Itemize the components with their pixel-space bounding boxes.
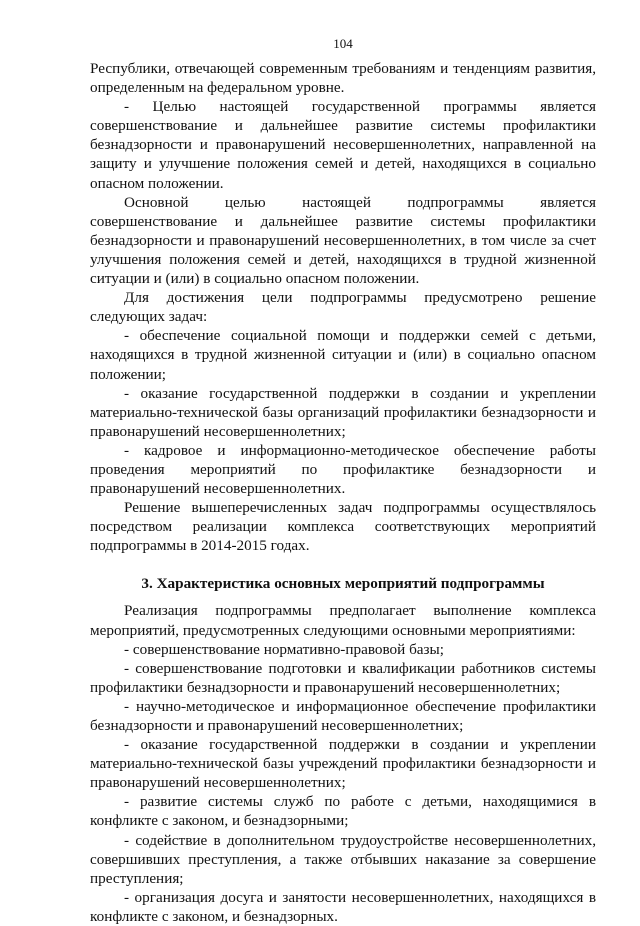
- paragraphs-bottom: [90, 601, 596, 926]
- list-item: - оказание государственной поддержки в создании и укреплении материально-технической базы учреждений профилактики безнадзорности и правонарушений несовершеннолетних;: [90, 736, 596, 792]
- list-item: - совершенствование подготовки и квалификации работников системы профилактики безнадзорности и правонарушений несовершеннолетних;: [90, 659, 596, 696]
- list-item: - научно-методическое и информационное обеспечение профилактики безнадзорности и правонарушений несовершеннолетних;: [90, 697, 596, 734]
- list-item: - совершенствование нормативно-правовой базы;: [124, 640, 444, 658]
- list-item: - обеспечение социальной помощи и поддержки семей с детьми, находящихся в трудной жизненной ситуации и (или) в социально опасном положении;: [90, 327, 596, 383]
- list-item: - организация досуга и занятости несовершеннолетних, находящихся в конфликте с законом, и безнадзорных.: [90, 888, 596, 925]
- document-page: [90, 36, 596, 926]
- list-item: - оказание государственной поддержки в создании и укреплении материально-технической базы организаций профилактики безнадзорности и правонарушений несовершеннолетних;: [90, 384, 596, 440]
- paragraph: Реализация подпрограммы предполагает выполнение комплекса мероприятий, предусмотренных следующими основными мероприятиями:: [90, 602, 596, 639]
- list-item: - содействие в дополнительном трудоустройстве несовершеннолетних, совершивших преступления, а также отбывших наказание за совершение преступления;: [90, 831, 596, 887]
- list-item: - развитие системы служб по работе с детьми, находящимися в конфликте с законом, и безнадзорными;: [90, 793, 596, 830]
- section-heading: 3. Характеристика основных мероприятий подпрограммы: [141, 575, 545, 593]
- list-item: - кадровое и информационно-методическое обеспечение работы проведения мероприятий по профилактике безнадзорности и правонарушений несовершеннолетних.: [90, 441, 596, 498]
- paragraph: - Целью настоящей государственной программы является совершенствование и дальнейшее развитие системы профилактики безнадзорности и правонарушений несовершеннолетних, направленной на защиту и улучшение положения семей и детей, находящихся в социально опасном положении.: [90, 98, 596, 192]
- page-number: 104: [333, 36, 353, 51]
- paragraph: Республики, отвечающей современным требованиям и тенденциям развития, определенным на федеральном уровне.: [90, 60, 596, 97]
- paragraphs-top: [90, 59, 596, 555]
- paragraph: Основной целью настоящей подпрограммы является совершенствование и дальнейшее развитие системы профилактики безнадзорности и правонарушений несовершеннолетних, в том числе за счет улучшения положения семей и детей, находящихся в трудной жизненной ситуации и (или) в социально опасном положении.: [90, 193, 596, 288]
- paragraph: Для достижения цели подпрограммы предусмотрено решение следующих задач:: [90, 289, 596, 326]
- paragraph: Решение вышеперечисленных задач подпрограммы осуществлялось посредством реализации комплекса соответствующих мероприятий подпрограммы в 2014-2015 годах.: [90, 499, 596, 555]
